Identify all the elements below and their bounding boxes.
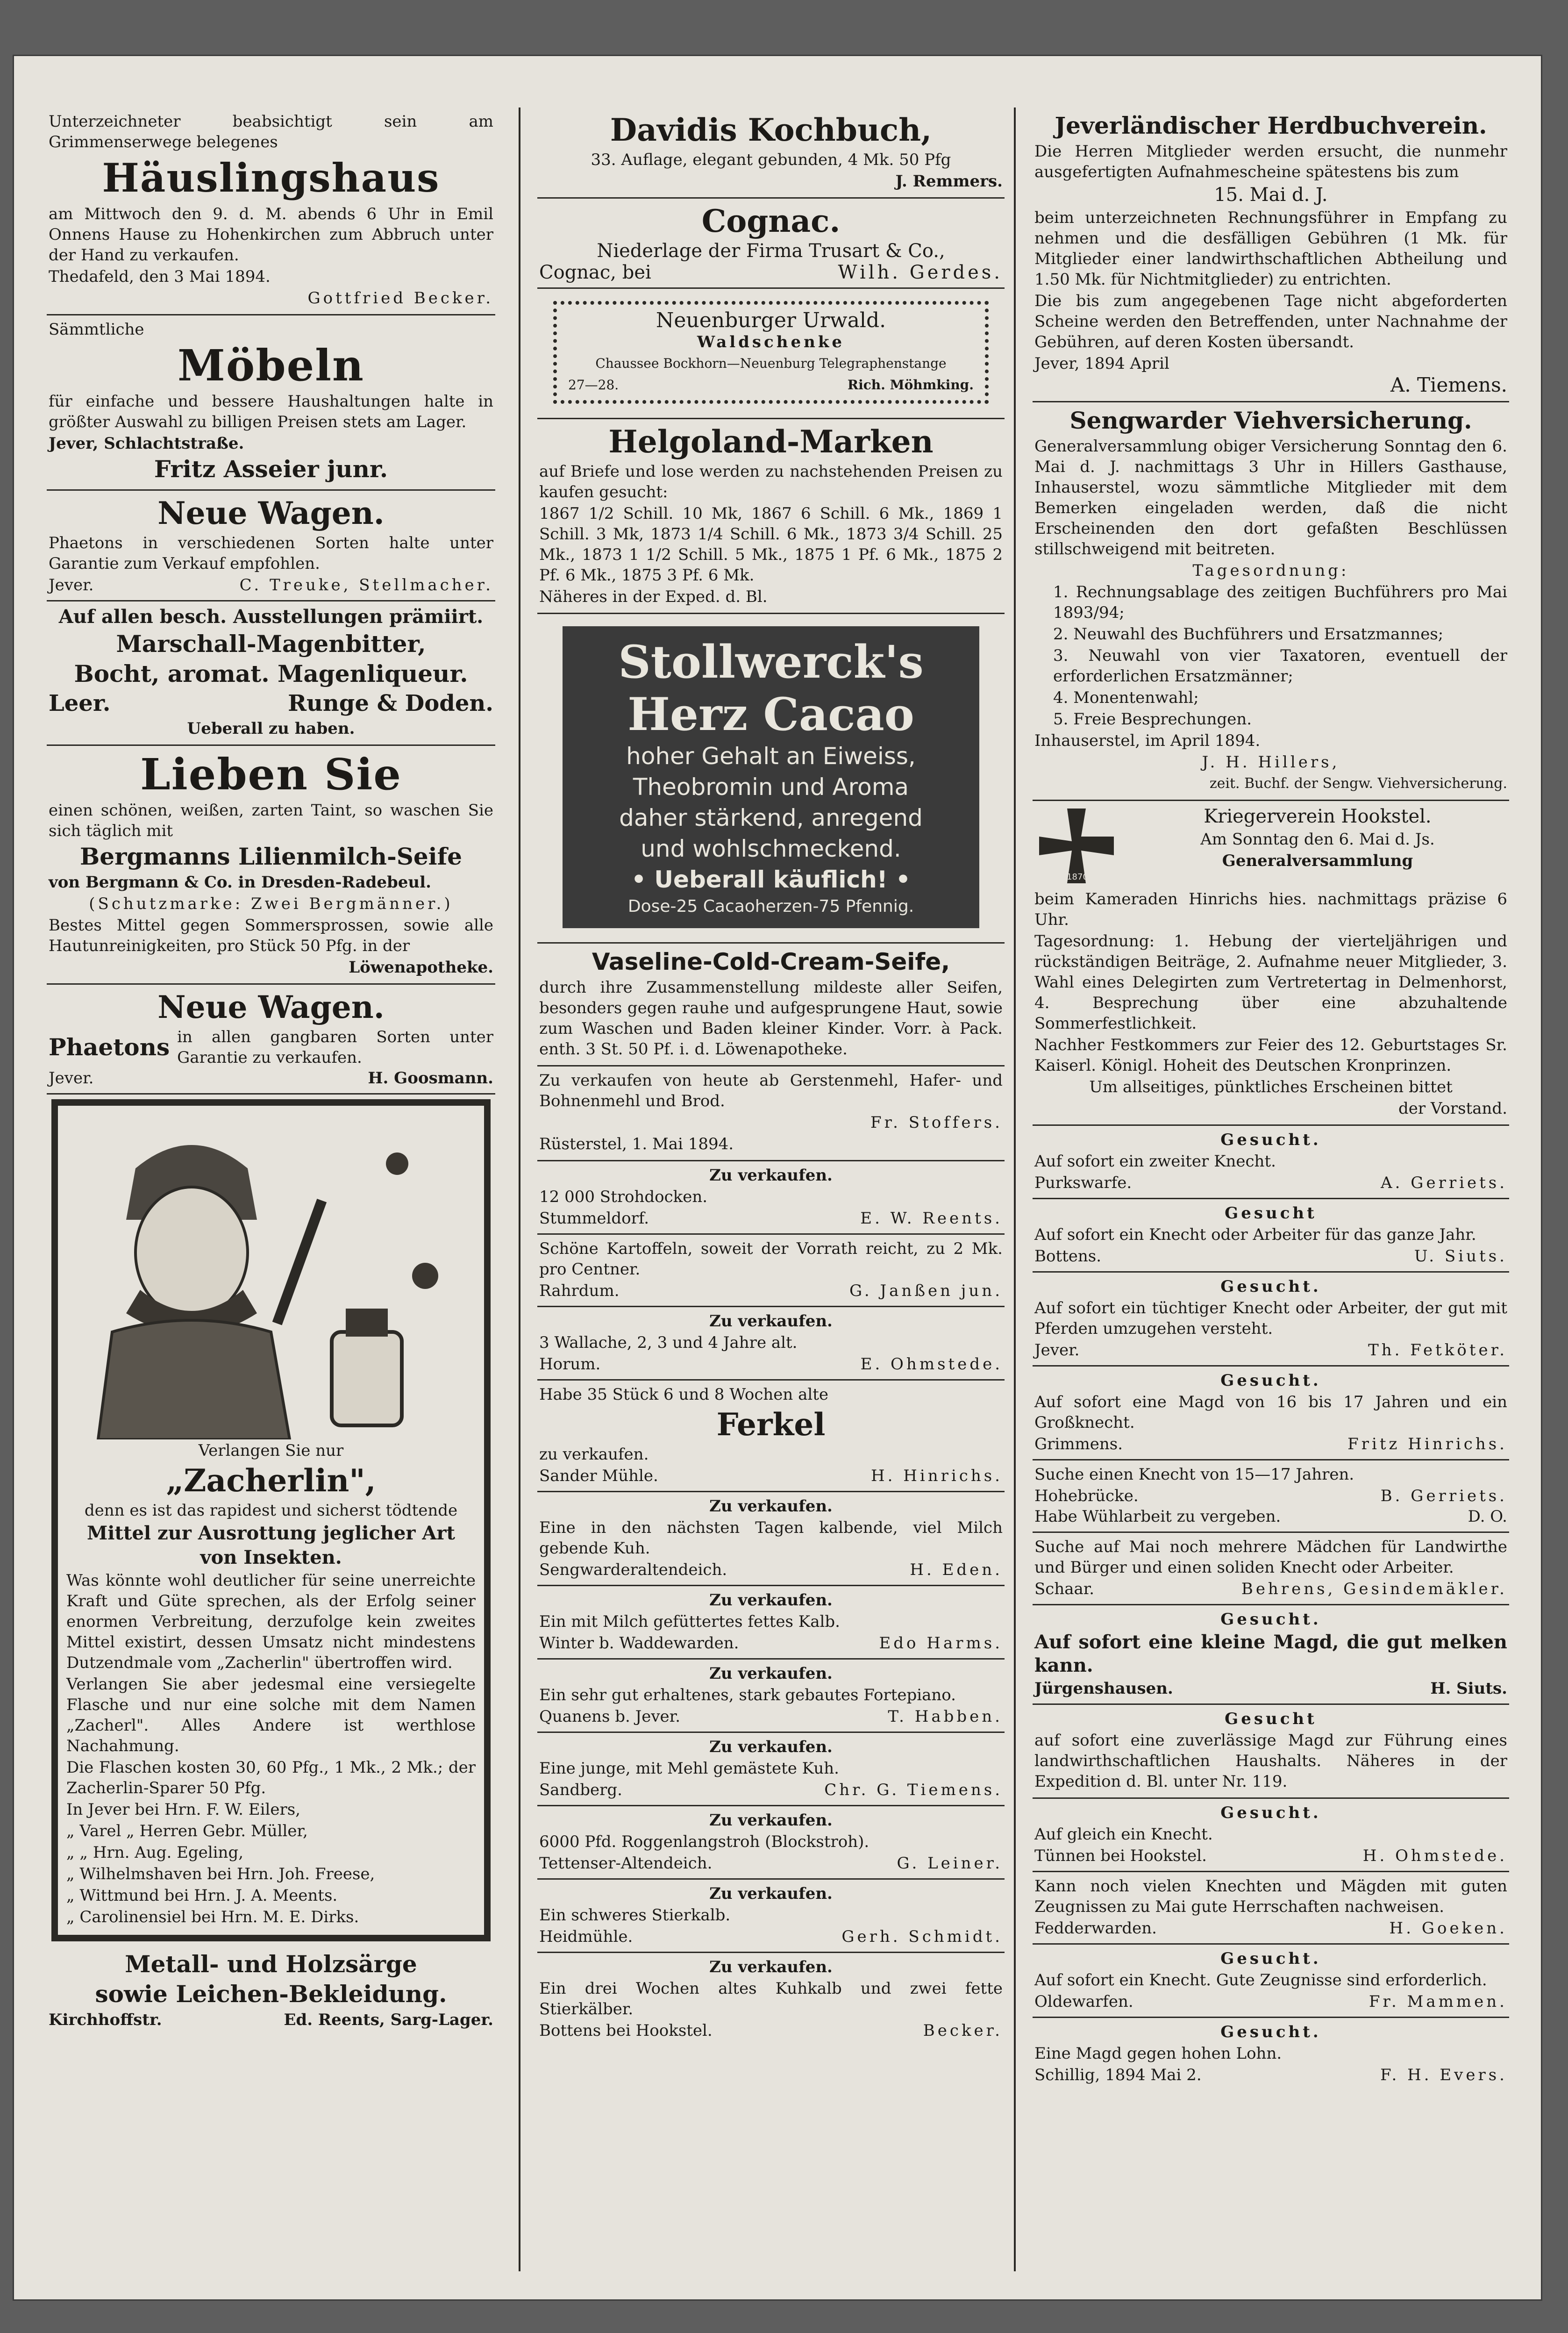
ad-place: Winter b. Waddewarden. [539,1634,739,1653]
ad-place: Grimmens. [1034,1435,1123,1453]
ad-kartoffeln [537,1235,1005,1307]
ad-dealer: „ Wittmund bei Hrn. J. A. Meents. [66,1886,338,1905]
ad-place: Kirchhoffstr. [49,2011,162,2029]
ad-text: Generalversammlung [1222,852,1413,870]
ad-place: Inhauserstel, im April 1894. [1034,731,1261,750]
ad-product: Bergmanns Lilienmilch-Seife [80,843,462,870]
ad-lilienmilch-seife [47,746,495,985]
ad-title: Kriegerverein Hookstel. [1204,806,1432,827]
ad-text: Auf sofort ein Knecht oder Arbeiter für das ganze Jahr. [1034,1225,1476,1244]
ad-text: • Ueberall käuflich! • [631,866,911,893]
ad-signature: zeit. Buchf. der Sengw. Viehversicherung. [1209,775,1507,792]
column-right [1033,107,1509,2271]
ad-place: Bottens. [1034,1247,1102,1266]
ad-kriegerverein [1033,801,1509,1126]
ad-gesucht-fetkoeter [1033,1273,1509,1367]
ad-signature: Gottfried Becker. [307,289,493,308]
waldschenke-frame [553,301,989,404]
ad-text: von Bergmann & Co. in Dresden-Radebeul. [49,873,431,892]
ad-text: am Mittwoch den 9. d. M. abends 6 Uhr in Emil Onnens Hause zu Hohenkirchen zum Abbruch unter der Hand zu verkaufen. [49,205,493,265]
ad-text: Phaetons in verschiedenen Sorten halte unter Garantie zum Verkauf empfohlen. [49,534,493,573]
ad-place: Rüsterstel, 1. Mai 1894. [539,1135,734,1153]
ad-waldschenke [537,289,1005,419]
ad-place: Tünnen bei Hookstel. [1034,1846,1207,1865]
ad-date: 15. Mai d. J. [1214,184,1328,206]
ad-head: Gesucht. [1220,1803,1321,1822]
ad-place: Jever. [49,1069,94,1088]
ad-text: Nachher Festkommers zur Feier des 12. Geburtstages Sr. Kaiserl. Königl. Hoheit des Deutschen Kronprinzen. [1034,1036,1507,1075]
ad-place: Rahrdum. [539,1281,620,1300]
ad-gesucht-hinrichs [1033,1367,1509,1460]
ad-text: Ein schweres Stierkalb. [539,1906,731,1925]
ad-text: von Insekten. [200,1546,342,1568]
ad-signature: E. W. Reents. [860,1209,1003,1228]
ad-kochbuch [537,107,1005,199]
ad-text: Verlangen Sie aber jedesmal eine versiegelte Flasche und nur eine solche mit dem Namen „Zacherl". Alles Andere ist werthlose Nachahmung. [66,1675,476,1755]
ad-saerge [47,1946,495,2035]
ad-place: Jürgenshausen. [1034,1679,1173,1698]
ad-text: denn es ist das rapidest und sicherst tödtende [84,1501,458,1520]
ad-place: Tettenser-Altendeich. [539,1854,713,1873]
ad-signature: A. Gerriets. [1381,1174,1507,1192]
ad-word: Phaetons [49,1033,170,1061]
ad-title: sowie Leichen-Bekleidung. [95,1980,447,2008]
ad-place: Sandberg. [539,1781,622,1799]
ad-stoffers [537,1066,1005,1161]
ad-signature: J. H. Hillers, [1202,753,1340,772]
ad-place: Hohebrücke. [1034,1487,1139,1505]
ad-head: Gesucht. [1220,1949,1321,1968]
ad-signature: Chr. G. Tiemens. [824,1781,1003,1799]
column-middle [537,107,1005,2271]
ad-title: Neue Wagen. [157,989,385,1025]
agenda-item: 1. Rechnungsablage des zeitigen Buchführers pro Mai 1893/94; [1053,583,1507,622]
ad-place: Sengwarderaltendeich. [539,1560,727,1579]
ad-signature: Behrens, Gesindemäkler. [1241,1580,1507,1598]
column-rule [1014,107,1016,2271]
ad-place: Jever. [49,576,94,594]
ad-head: Zu verkaufen. [709,1958,833,1976]
ad-place: Schaar. [1034,1580,1095,1598]
ad-signature: Edo Harms. [879,1634,1003,1653]
ad-signature: Runge & Doden. [288,690,493,716]
ad-dealer: „ Varel „ Herren Gebr. Müller, [66,1822,308,1840]
ad-title: Waldschenke [697,333,845,351]
ad-kuh-tiemens [537,1733,1005,1806]
ad-text: 6000 Pfd. Roggenlangstroh (Blockstroh). [539,1832,870,1851]
ad-head: Gesucht [1225,1204,1317,1223]
ad-text: Mittel zur Ausrottung jeglicher Art [87,1522,455,1544]
ad-place: Oldewarfen. [1034,1992,1133,2011]
ad-signature: Rich. Möhmking. [847,377,974,393]
ad-title: Bocht, aromat. Magenliqueur. [74,660,468,687]
ad-title: Neue Wagen. [157,495,385,531]
ad-place: Horum. [539,1355,601,1374]
ad-goeken [1033,1872,1509,1945]
ad-place: Stummeldorf. [539,1209,649,1228]
ad-title: Jeverländischer Herdbuchverein. [1055,112,1487,139]
ad-text: Bestes Mittel gegen Sommersprossen, sowie alle Hautunreinigkeiten, pro Stück 50 Pfg. in der [49,916,493,955]
ad-text: Die Herren Mitglieder werden ersucht, die nunmehr ausgefertigten Aufnahmescheine spätestens bis zum [1034,142,1507,181]
ad-head: Zu verkaufen. [709,1497,833,1516]
ad-signature: F. H. Evers. [1380,2066,1507,2084]
ad-signature: H. Siuts. [1430,1679,1507,1698]
column-left [47,107,495,2271]
ad-head: Tagesordnung: [1192,561,1349,580]
ad-signature: H. Goeken. [1389,1919,1507,1938]
ad-signature: U. Siuts. [1414,1247,1507,1266]
column-rule [519,107,520,2271]
ad-signature: D. O. [1468,1507,1507,1526]
ad-title: Lieben Sie [140,749,402,800]
ad-text: Auf sofort ein Knecht. Gute Zeugnisse sind erforderlich. [1034,1971,1487,1989]
ad-head: Zu verkaufen. [709,1884,833,1903]
ad-head: Zu verkaufen. [709,1811,833,1830]
ad-text: Ein drei Wochen altes Kuhkalb und zwei fette Stierkälber. [539,1979,1003,2018]
ad-title: Marschall-Magenbitter, [116,630,426,658]
ad-helgoland-marken [537,419,1005,614]
ad-head: Gesucht. [1220,2023,1321,2041]
ad-place: Quanens b. Jever. [539,1707,680,1726]
ad-roggenstroh [537,1806,1005,1880]
ad-neue-wagen-goosmann [47,985,495,1095]
ad-head: Zu verkaufen. [709,1738,833,1756]
ad-place: Heidmühle. [539,1927,633,1946]
ad-text: einen schönen, weißen, zarten Taint, so waschen Sie sich täglich mit [49,801,493,840]
ad-gesucht-magd-119 [1033,1705,1509,1799]
ad-place: Leer. [49,690,111,716]
agenda-item: 3. Neuwahl von vier Taxatoren, eventuell der erforderlichen Ersatzmänner; [1053,646,1507,686]
ad-signature: Fr. Stoffers. [870,1113,1003,1132]
ad-text: beim unterzeichneten Rechnungsführer in Empfang zu nehmen und die desfälligen Gebühren (1 Mk. für Mitglieder einer landwirthschaftlichen Abtheilung und 1.50 Mk. für Nichtmitglieder) zu entrichten. [1034,208,1507,289]
ad-text: auf Briefe und lose werden zu nachstehenden Preisen zu kaufen gesucht: [539,462,1003,501]
ad-magenbitter [47,601,495,746]
ad-viehversicherung [1033,402,1509,801]
ad-title: Möbeln [178,340,364,391]
ad-text: 12 000 Strohdocken. [539,1188,708,1206]
ad-title: Stollwerck's [618,636,924,688]
ad-suche-knecht [1033,1460,1509,1533]
ad-text: Auf sofort eine kleine Magd, die gut melken kann. [1034,1631,1507,1676]
ad-text: Was könnte wohl deutlicher für seine unerreichte Kraft und Güte sprechen, als der Erfolg seiner enormen Verbreitung, derzufolge kein zweites Mittel existirt, dessen Umsatz nicht mindestens Dutzendmale vom „Zacherlin" übertroffen wird. [66,1571,476,1672]
ad-text: Verlangen Sie nur [198,1441,344,1460]
ad-signature: Löwenapotheke. [349,958,493,977]
agenda-item: 4. Monentenwahl; [1053,688,1199,707]
ad-title: Häuslingshaus [102,155,440,201]
ad-kalb-harms [537,1586,1005,1660]
ad-ferkel [537,1381,1005,1492]
ad-text: (Schutzmarke: Zwei Bergmänner.) [89,895,453,913]
ad-dealer: „ Wilhelmshaven bei Hrn. Joh. Freese, [66,1865,375,1883]
ad-title: Helgoland-Marken [608,423,934,460]
ad-fortepiano [537,1660,1005,1733]
ad-stollwerck [537,614,1005,944]
ad-text: zu verkaufen. [539,1445,649,1464]
ad-signature: Becker. [923,2021,1003,2040]
iron-cross-icon [1034,804,1119,888]
stollwerck-panel [563,626,979,928]
ad-title: Vaseline-Cold-Cream-Seife, [592,948,950,975]
ad-text: Kann noch vielen Knechten und Mägden mit guten Zeugnissen zu Mai gute Herrschaften nachweisen. [1034,1877,1507,1916]
ad-gesindemaekler [1033,1533,1509,1605]
ad-gesucht-gerriets [1033,1126,1509,1199]
ad-text: Ueberall zu haben. [187,719,355,738]
agenda-item: 2. Neuwahl des Buchführers und Ersatzmannes; [1053,625,1444,644]
ad-text: Schöne Kartoffeln, soweit der Vorrath reicht, zu 2 Mk. pro Centner. [539,1239,1003,1279]
ad-text: hoher Gehalt an Eiweiss, [626,743,916,770]
ad-text: Zu verkaufen von heute ab Gerstenmehl, Hafer- und Bohnenmehl und Brod. [539,1071,1003,1110]
ad-strohdocken [537,1161,1005,1235]
ad-text: Näheres in der Exped. d. Bl. [539,587,768,606]
ad-place: Schillig, 1894 Mai 2. [1034,2066,1202,2084]
ad-signature: J. Remmers. [895,172,1003,191]
ad-text: Die bis zum angegebenen Tage nicht abgeforderten Scheine werden den Betreffenden, unter Nachnahme der Gebühren, auf deren Kosten übersandt. [1034,292,1507,351]
ad-dealer: „ Carolinensiel bei Hrn. M. E. Dirks. [66,1908,359,1926]
ad-place: Jever, 1894 April [1034,354,1169,373]
ad-text: und wohlschmeckend. [641,835,901,862]
cross-year: 1870 [1067,872,1088,882]
ad-signature: A. Tiemens. [1390,373,1507,396]
ad-head: Gesucht. [1220,1131,1321,1149]
ad-text: auf sofort eine zuverlässige Magd zur Führung eines landwirthschaftlichen Haushalts. Näheres in der Expedition d. Bl. unter Nr. 119. [1034,1731,1507,1791]
ad-signature: G. Leiner. [897,1854,1003,1873]
ad-text: Suche einen Knecht von 15—17 Jahren. [1034,1465,1354,1484]
ad-signature: Th. Fetköter. [1368,1341,1507,1360]
ad-text: 3 Wallache, 2, 3 und 4 Jahre alt. [539,1333,798,1352]
ad-cognac [537,199,1005,289]
ad-text: für einfache und bessere Haushaltungen halte in größter Auswahl zu billigen Preisen stets am Lager. [49,392,493,431]
ad-text: beim Kameraden Hinrichs hies. nachmittags präzise 6 Uhr. [1034,890,1507,929]
ad-signature: Gerh. Schmidt. [841,1927,1003,1946]
ad-text: Um allseitiges, pünktliches Erscheinen bittet [1089,1078,1453,1096]
ad-place: Thedafeld, den 3 Mai 1894. [49,267,271,286]
ad-neue-wagen-treuke [47,491,495,601]
ad-place: Purkswarfe. [1034,1174,1132,1192]
ad-text: Chaussee Bockhorn—Neuenburg Telegraphenstange [595,356,947,371]
ad-dealer: „ „ Hrn. Aug. Egeling, [66,1843,244,1862]
ad-text: 33. Auflage, elegant gebunden, 4 Mk. 50 Pfg [591,150,951,169]
ad-title: Metall- und Holzsärge [125,1950,417,1978]
ad-gesucht-siuts-h [1033,1605,1509,1705]
ad-text: 27—28. [568,377,619,393]
ad-text: Habe 35 Stück 6 und 8 Wochen alte [539,1385,829,1404]
ad-title: Neuenburger Urwald. [656,308,886,332]
ad-vaseline [537,944,1005,1066]
ad-signature: Fritz Asseier junr. [154,455,388,483]
ad-signature: T. Habben. [888,1707,1003,1726]
ad-head: Gesucht [1225,1710,1317,1728]
ad-title: Ferkel [716,1406,826,1443]
ad-place: Sander Mühle. [539,1467,658,1485]
ad-place: Bottens bei Hookstel. [539,2021,713,2040]
ad-text: Am Sonntag den 6. Mai d. Js. [1200,830,1435,849]
ad-dealer: In Jever bei Hrn. F. W. Eilers, [66,1800,300,1819]
ad-moebeln [47,315,495,491]
ad-head: Gesucht. [1220,1277,1321,1296]
ad-signature: Fritz Hinrichs. [1347,1435,1507,1453]
ad-text: daher stärkend, anregend [619,804,923,831]
zacherlin-illustration [66,1112,476,1439]
ad-text: Sämmtliche [49,320,144,339]
ad-signature: H. Eden. [910,1560,1003,1579]
ad-signature: B. Gerriets. [1380,1487,1507,1505]
ad-place: Fedderwarden. [1034,1919,1157,1938]
ad-text: Suche auf Mai noch mehrere Mädchen für Landwirthe und Bürger und einen soliden Knecht oder Arbeiter. [1034,1538,1507,1577]
ad-signature: H. Goosmann. [368,1069,493,1088]
ad-text: Auf gleich ein Knecht. [1034,1825,1213,1844]
ad-signature: Ed. Reents, Sarg-Lager. [284,2011,493,2029]
ad-signature: der Vorstand. [1398,1099,1507,1118]
ad-text: Die Flaschen kosten 30, 60 Pfg., 1 Mk., 2 Mk.; der Zacherlin-Sparer 50 Pfg. [66,1758,476,1797]
ad-head: Zu verkaufen. [709,1664,833,1683]
ad-text: Eine junge, mit Mehl gemästete Kuh. [539,1759,839,1778]
ad-kuh-eden [537,1492,1005,1586]
ad-text: Ein sehr gut erhaltenes, stark gebautes Fortepiano. [539,1686,956,1704]
ad-signature: H. Ohmstede. [1362,1846,1507,1865]
ad-signature: H. Hinrichs. [870,1467,1003,1485]
ad-text: Generalversammlung obiger Versicherung Sonntag den 6. Mai d. J. nachmittags 3 Uhr in Hillers Gasthause, Inhauserstel, wozu sämmtliche Mitglieder mit dem Bemerken eingeladen werden, daß die nicht Erscheinenden den dort gefaßten Beschlüssen stillschweigend mit beitreten. [1034,437,1507,558]
ad-text: Habe Wühlarbeit zu vergeben. [1034,1507,1281,1526]
ad-stierkalb [537,1880,1005,1953]
ad-title: „Zacherlin", [166,1462,376,1499]
ad-place: Jever. [1034,1341,1080,1360]
ad-text: Auf sofort ein zweiter Knecht. [1034,1152,1276,1171]
ad-text: Auf sofort eine Magd von 16 bis 17 Jahren und ein Großknecht. [1034,1393,1507,1432]
ad-herdbuchverein [1033,107,1509,402]
ad-text: durch ihre Zusammenstellung mildeste aller Seifen, besonders gegen rauhe und aufgesprungene Haut, sowie zum Waschen und Baden kleiner Kinder. Vorr. à Pack. enth. 3 St. 50 Pf. i. d. Löwenapotheke. [539,978,1003,1059]
ad-text: Ein mit Milch gefüttertes fettes Kalb. [539,1612,840,1631]
ad-signature: Wilh. Gerdes. [838,262,1003,283]
ad-text: 1867 1/2 Schill. 10 Mk, 1867 6 Schill. 6 Mk., 1869 1 Schill. 3 Mk, 1873 1/4 Schill. 6 Mk., 1873 3/4 Schill. 25 Mk., 1873 1 1/2 Schill. 5 Mk., 1875 1 Pf. 6 Mk., 1875 2 Pf. 6 Mk., 1875 3 Pf. 6 Mk. [539,504,1003,585]
ad-head: Zu verkaufen. [709,1166,833,1185]
ad-title: Herz Cacao [627,688,914,741]
ad-text: Eine Magd gegen hohen Lohn. [1034,2044,1282,2063]
ad-text: Auf sofort ein tüchtiger Knecht oder Arbeiter, der gut mit Pferden umzugehen versteht. [1034,1299,1507,1338]
ad-text: in allen gangbaren Sorten unter Garantie zu verkaufen. [177,1028,493,1067]
ad-kuhkalb [537,1953,1005,2046]
ad-signature: C. Treuke, Stellmacher. [239,576,493,594]
ad-head: Gesucht. [1220,1371,1321,1390]
ad-text: Eine in den nächsten Tagen kalbende, viel Milch gebende Kuh. [539,1518,1003,1558]
ad-text: Auf allen besch. Ausstellungen prämiirt. [58,606,484,628]
newspaper-page [14,56,1541,2299]
ad-wallache [537,1307,1005,1381]
ad-gesucht-mammen [1033,1945,1509,2018]
ad-signature: G. Janßen jun. [849,1281,1003,1300]
ad-title: Sengwarder Viehversicherung. [1069,407,1472,434]
ad-head: Gesucht. [1220,1610,1321,1629]
ad-text: Niederlage der Firma Trusart & Co., [597,240,945,262]
ad-haeuslingshaus [47,107,495,315]
ad-place: Cognac, bei [539,262,651,283]
ad-place: Jever, Schlachtstraße. [49,434,244,453]
ad-text: Unterzeichneter beabsichtigt sein am Grimmenserwege belegenes [49,112,493,151]
ad-head: Zu verkaufen. [709,1591,833,1610]
ad-signature: Fr. Mammen. [1368,1992,1507,2011]
ad-signature: E. Ohmstede. [860,1355,1003,1374]
ad-zacherlin [51,1099,491,1941]
ad-gesucht-ohmstede [1033,1799,1509,1872]
ad-text: Tagesordnung: 1. Hebung der vierteljährigen und rückständigen Beiträge, 2. Aufnahme neuer Mitglieder, 3. Wahl eines Delegirten zum Vertretertag in Delmenhorst, 4. Besprechung über eine abzuhaltende Sommerfestlichkeit. [1034,932,1507,1033]
ad-title: Davidis Kochbuch, [610,112,932,148]
agenda-item: 5. Freie Besprechungen. [1053,710,1252,729]
ad-head: Zu verkaufen. [709,1312,833,1331]
ad-text: Dose-25 Cacaoherzen-75 Pfennig. [627,897,914,916]
ad-gesucht-evers [1033,2018,1509,2090]
ad-gesucht-siuts-u [1033,1199,1509,1273]
ad-text: Theobromin und Aroma [633,773,909,801]
ad-title: Cognac. [701,203,841,239]
